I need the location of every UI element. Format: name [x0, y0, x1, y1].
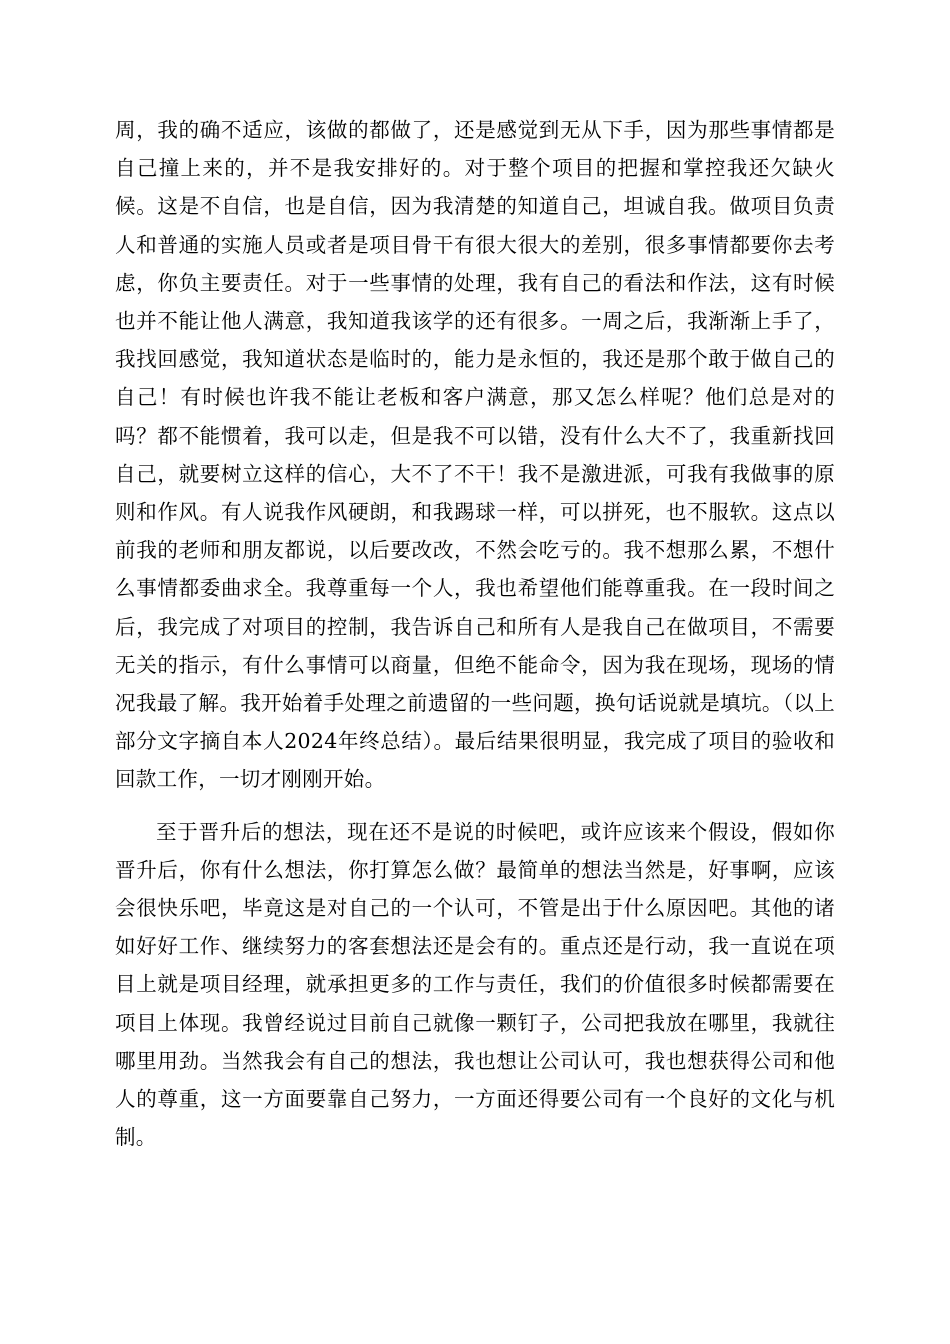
- document-body: [115, 111, 835, 1156]
- paragraph-continued: 周，我的确不适应，该做的都做了，还是感觉到无从下手，因为那些事情都是自己撞上来的，并不是我安排好的。对于整个项目的把握和掌控我还欠缺火候。这是不自信，也是自信，因为我清楚的知道自己，坦诚自我。做项目负责人和普通的实施人员或者是项目骨干有很大很大的差别，很多事情都要你去考虑，你负主要责任。对于一些事情的处理，我有自己的看法和作法，这有时候也并不能让他人满意，我知道我该学的还有很多。一周之后，我渐渐上手了，我找回感觉，我知道状态是临时的，能力是永恒的，我还是那个敢于做自己的自己！有时候也许我不能让老板和客户满意，那又怎么样呢？他们总是对的吗？都不能惯着，我可以走，但是我不可以错，没有什么大不了，我重新找回自己，就要树立这样的信心，大不了不干！我不是激进派，可我有我做事的原则和作风。有人说我作风硬朗，和我踢球一样，可以拼死，也不服软。这点以前我的老师和朋友都说，以后要改改，不然会吃亏的。我不想那么累，不想什么事情都委曲求全。我尊重每一个人，我也希望他们能尊重我。在一段时间之后，我完成了对项目的控制，我告诉自己和所有人是我自己在做项目，不需要无关的指示，有什么事情可以商量，但绝不能命令，因为我在现场，现场的情况我最了解。我开始着手处理之前遗留的一些问题，换句话说就是填坑。（以上部分文字摘自本人2024年终总结）。最后结果很明显，我完成了项目的验收和回款工作，一切才刚刚开始。: [115, 118, 835, 792]
- paragraph-promotion-thoughts: 至于晋升后的想法，现在还不是说的时候吧，或许应该来个假设，假如你晋升后，你有什么想法，你打算怎么做？最简单的想法当然是，好事啊，应该会很快乐吧，毕竟这是对自己的一个认可，不管是出于什么原因吧。其他的诸如好好工作、继续努力的客套想法还是会有的。重点还是行动，我一直说在项目上就是项目经理，就承担更多的工作与责任，我们的价值很多时候都需要在项目上体现。我曾经说过目前自己就像一颗钉子，公司把我放在哪里，我就往哪里用劲。当然我会有自己的想法，我也想让公司认可，我也想获得公司和他人的尊重，这一方面要靠自己努力，一方面还得要公司有一个良好的文化与机制。: [115, 819, 835, 1150]
